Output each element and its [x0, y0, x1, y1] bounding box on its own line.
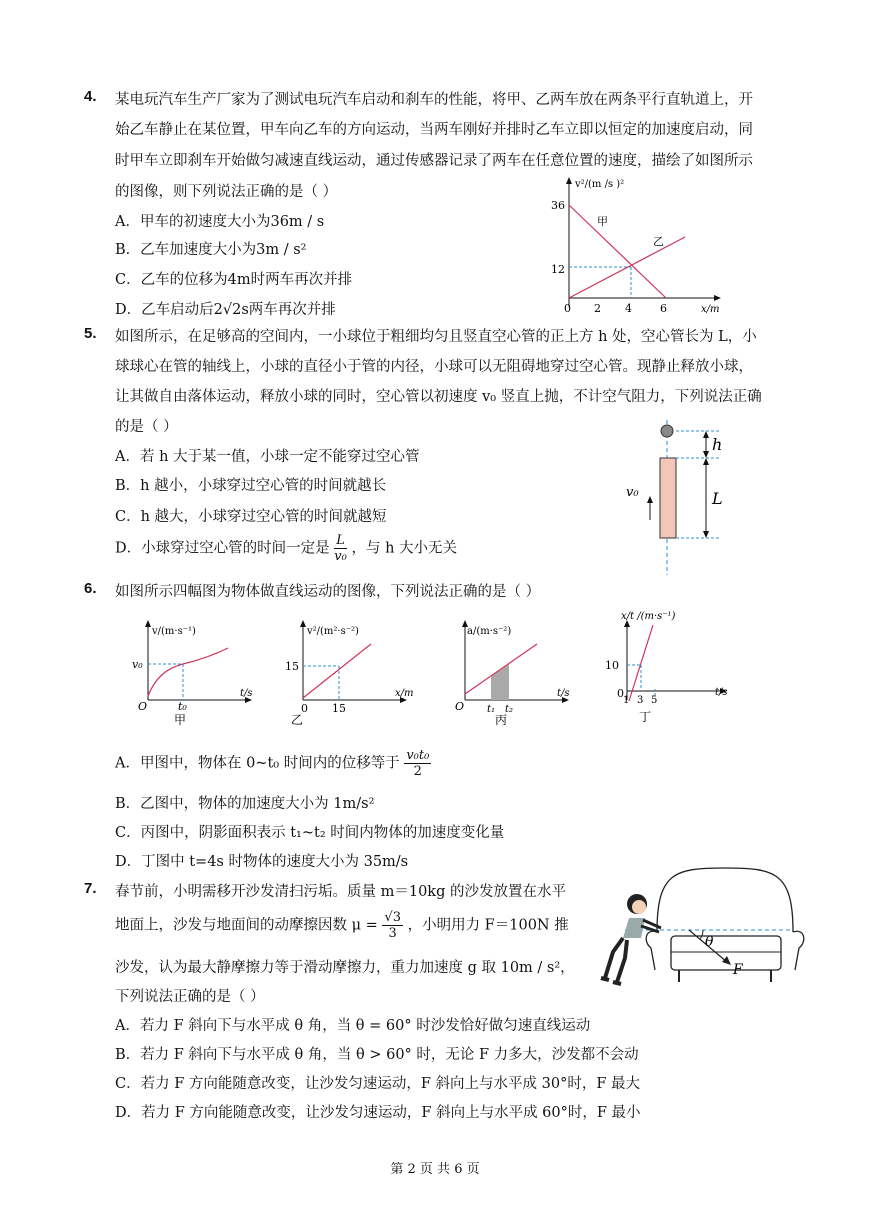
q6-ding-x3: 3	[637, 695, 644, 706]
q7-frac-den: 3	[388, 926, 397, 941]
q6-bing-ylabel: a/(m·s⁻²)	[467, 626, 512, 637]
sofa-seat	[671, 936, 781, 970]
q7-line-2	[115, 910, 569, 941]
q6-ding-y10: 10	[605, 659, 619, 672]
q6-graph-bing	[445, 618, 585, 728]
q6-option-a[interactable]	[115, 748, 431, 779]
q5-label-h: h	[712, 435, 723, 454]
q7-label-F: F	[733, 962, 743, 978]
q7-fraction	[382, 910, 403, 941]
sofa-left-arm	[646, 931, 657, 970]
q4-label-jia: 甲	[597, 215, 608, 228]
q5-ball	[661, 425, 673, 437]
q6-frac-den: 2	[413, 764, 422, 779]
q4-line-2: 始乙车静止在某位置，甲车向乙车的方向运动，当两车刚好并排时乙车立即以恒定的加速度启动，同	[115, 122, 753, 138]
q5-option-b[interactable]: B．h 越小，小球穿过空心管的时间就越长	[115, 478, 387, 494]
q4-chart	[545, 175, 730, 320]
q6-yi-y15: 15	[285, 660, 299, 673]
q7-line-2a: 地面上，沙发与地面间的动摩擦因数 μ =	[115, 917, 378, 934]
q7-option-c[interactable]: C．若力 F 方向能随意改变，让沙发匀速运动，F 斜向上与水平成 30°时，F 最大	[115, 1076, 641, 1092]
q6-yi-caption: 乙	[291, 713, 304, 727]
q5-option-d-tail: ，与 h 大小无关	[351, 540, 458, 557]
q6-bing-origin: O	[455, 700, 465, 713]
q7-option-a[interactable]: A．若力 F 斜向下与水平成 θ 角，当 θ = 60° 时沙发恰好做匀速直线运动	[115, 1018, 591, 1034]
q7-option-b[interactable]: B．若力 F 斜向下与水平成 θ 角，当 θ > 60° 时，无论 F 力多大，沙发都不会动	[115, 1047, 639, 1063]
q6-jia-ylabel: v/(m·s⁻¹)	[152, 626, 196, 637]
q7-line-2b: ，小明用力 F＝100N 推	[407, 917, 569, 934]
q6-jia-t0: t₀	[178, 700, 187, 713]
q7-line-3: 沙发，认为最大静摩擦力等于滑动摩擦力，重力加速度 g 取 10m / s²，	[115, 960, 575, 976]
q6-jia-xlabel: t/s	[240, 688, 253, 699]
q5-line-2: 球球心在管的轴线上，小球的直径小于管的内径，小球可以无阻碍地穿过空心管。现静止释放小球，	[115, 359, 753, 375]
q5-option-d[interactable]	[115, 533, 457, 564]
q5-line-4: 的是（ ）	[115, 419, 178, 435]
q6-yi-ylabel: v²/(m²·s⁻²)	[307, 626, 359, 637]
q6-option-a-text: A．甲图中，物体在 0~t₀ 时间内的位移等于	[115, 755, 400, 772]
q5-fraction	[334, 533, 347, 564]
q4-option-a[interactable]: A．甲车的初速度大小为36m / s	[115, 214, 325, 230]
q7-line-4: 下列说法正确的是（ ）	[115, 989, 265, 1005]
q4-line-4: 的图像，则下列说法正确的是（ ）	[115, 184, 338, 200]
q6-yi-xlabel: x/m	[395, 688, 414, 699]
q6-graph-jia	[128, 618, 268, 728]
person-pushing-icon	[601, 894, 661, 984]
q6-yi-origin: 0	[301, 702, 308, 715]
q6-ding-ylabel: x/t /(m·s⁻¹)	[621, 611, 676, 622]
q4-ytick-36: 36	[551, 199, 565, 212]
q7-option-d[interactable]: D．若力 F 方向能随意改变，让沙发匀速运动，F 斜向上与水平成 60°时，F 最小	[115, 1105, 641, 1121]
q5-option-c[interactable]: C．h 越大，小球穿过空心管的时间就越短	[115, 509, 387, 525]
q4-ylabel: v²/(m /s )²	[575, 179, 625, 190]
q4-series-jia	[569, 205, 666, 298]
q6-option-c[interactable]: C．丙图中，阴影面积表示 t₁~t₂ 时间内物体的加速度变化量	[115, 825, 505, 841]
q6-ding-caption: 丁	[639, 710, 652, 724]
question-number-6: 6.	[84, 580, 97, 597]
q4-ytick-12: 12	[551, 263, 565, 276]
q6-ding-xlabel: t/s	[715, 687, 728, 698]
q5-frac-num: L	[336, 533, 345, 548]
q4-xtick-4: 4	[625, 302, 632, 315]
q4-xtick-6: 6	[660, 302, 667, 315]
q4-xtick-0: 0	[564, 302, 571, 315]
question-number-7: 7.	[84, 880, 97, 897]
q7-sofa-figure	[595, 862, 810, 992]
q6-jia-origin: O	[138, 700, 148, 713]
q6-frac-num: v₀t₀	[406, 748, 430, 763]
q7-label-theta: θ	[705, 934, 714, 950]
q4-option-b[interactable]: B．乙车加速度大小为3m / s²	[115, 242, 307, 258]
q4-label-yi: 乙	[653, 235, 664, 248]
q5-figure	[620, 420, 740, 580]
q6-graph-yi	[283, 618, 423, 728]
q5-tube	[660, 458, 676, 538]
q6-fraction	[404, 748, 431, 779]
q4-option-c[interactable]: C．乙车的位移为4m时两车再次并排	[115, 272, 353, 288]
q6-yi-line	[303, 644, 371, 698]
q6-jia-caption: 甲	[174, 713, 187, 727]
q5-option-d-text: D．小球穿过空心管的时间一定是	[115, 540, 330, 557]
question-number-4: 4.	[84, 88, 97, 105]
q4-xlabel: x/m	[701, 304, 720, 315]
q5-frac-den: v₀	[334, 549, 347, 564]
q6-option-b[interactable]: B．乙图中，物体的加速度大小为 1m/s²	[115, 796, 375, 812]
sofa-right-arm	[793, 931, 804, 970]
q6-line-1: 如图所示四幅图为物体做直线运动的图像，下列说法正确的是（ ）	[115, 584, 541, 600]
q6-bing-caption: 丙	[495, 713, 508, 727]
q5-line-3: 让其做自由落体运动，释放小球的同时，空心管以初速度 v₀ 竖直上抛，不计空气阻力，下列说法正确	[115, 389, 762, 405]
q4-line-1: 某电玩汽车生产厂家为了测试电玩汽车启动和刹车的性能，将甲、乙两车放在两条平行直轨道上，开	[115, 92, 753, 108]
q6-option-d[interactable]: D．丁图中 t=4s 时物体的速度大小为 35m/s	[115, 854, 409, 870]
q6-ding-x5: 5	[651, 695, 658, 706]
q7-line-1: 春节前，小明需移开沙发清扫污垢。质量 m＝10kg 的沙发放置在水平	[115, 884, 566, 900]
q7-frac-num: √3	[384, 910, 401, 925]
q6-ding-x1: 1	[623, 695, 630, 706]
question-number-5: 5.	[84, 325, 97, 342]
q5-line-1: 如图所示，在足够高的空间内，一小球位于粗细均匀且竖直空心管的正上方 h 处，空心管长为 L，小	[115, 329, 757, 345]
page-footer: 第 2 页 共 6 页	[390, 1162, 480, 1177]
q5-label-L: L	[712, 489, 723, 508]
q6-graph-ding	[605, 605, 745, 730]
q6-bing-xlabel: t/s	[557, 688, 570, 699]
q4-option-d[interactable]: D．乙车启动后2√2s两车再次并排	[115, 302, 336, 318]
q6-bing-t1: t₁	[487, 704, 496, 715]
q6-ding-origin: 0	[617, 687, 624, 700]
q6-yi-x15: 15	[332, 702, 346, 715]
q6-ding-line	[629, 625, 653, 701]
q6-jia-curve	[148, 648, 228, 696]
q6-jia-v0: v₀	[132, 658, 143, 671]
sofa-back	[657, 868, 793, 932]
q5-option-a[interactable]: A．若 h 大于某一值，小球一定不能穿过空心管	[115, 449, 420, 465]
q5-label-v0: v₀	[626, 485, 639, 500]
q4-xtick-2: 2	[594, 302, 601, 315]
q4-line-3: 时甲车立即刹车开始做匀减速直线运动，通过传感器记录了两车在任意位置的速度，描绘了如图所示	[115, 153, 753, 169]
q6-bing-t2: t₂	[505, 704, 514, 715]
